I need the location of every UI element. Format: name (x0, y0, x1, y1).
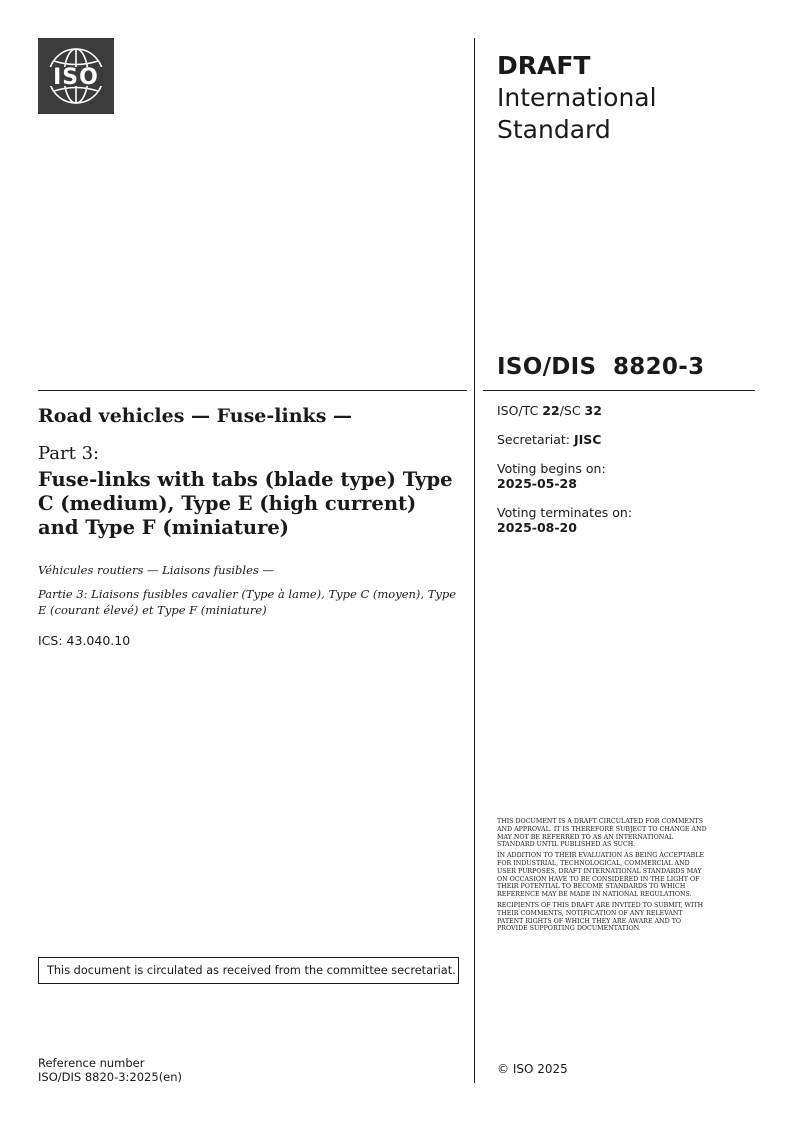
draft-disclaimer (497, 818, 707, 936)
voting-terminates-date: 2025-08-20 (497, 520, 577, 535)
vertical-divider (474, 38, 475, 1083)
left-horizontal-divider (38, 390, 467, 391)
voting-terminates (497, 505, 632, 535)
draft-label: DRAFT (497, 51, 591, 80)
main-title: Road vehicles — Fuse-links — (38, 405, 353, 427)
circulation-notice: This document is circulated as received from the committee secretariat. (38, 957, 459, 984)
copyright: © ISO 2025 (497, 1062, 568, 1076)
tc-prefix: ISO/TC (497, 403, 543, 418)
logo-text: ISO (53, 65, 99, 90)
document-number: ISO/DIS 8820-3 (497, 354, 705, 380)
secretariat-label: Secretariat: (497, 432, 574, 447)
sc-number: 32 (584, 403, 602, 418)
secretariat (497, 432, 601, 447)
document-type-heading (497, 50, 757, 146)
voting-terminates-label: Voting terminates on: (497, 505, 633, 520)
tc-number: 22 (542, 403, 560, 418)
french-title: Véhicules routiers — Liaisons fusibles — (38, 563, 274, 577)
secretariat-value: JISC (573, 432, 602, 447)
reference-number-value: ISO/DIS 8820-3:2025(en) (38, 1070, 183, 1084)
technical-committee (497, 403, 602, 418)
right-horizontal-divider (483, 390, 755, 391)
ics-code: ICS: 43.040.10 (38, 633, 131, 648)
sc-prefix: /SC (559, 403, 585, 418)
voting-begins-date: 2025-05-28 (497, 476, 577, 491)
disclaimer-paragraph: RECIPIENTS OF THIS DRAFT ARE INVITED TO SUBMIT, WITH THEIR COMMENTS, NOTIFICATION OF ANY RELEVANT PATENT RIGHTS OF WHICH THEY ARE AWARE AND TO PROVIDE SUPPORTING DOCUMENTATION. (497, 901, 704, 933)
part-title: Fuse-links with tabs (blade type) Type C (medium), Type E (high current) and Type F (miniature) (38, 468, 453, 539)
french-part-title: Partie 3: Liaisons fusibles cavalier (Type à lame), Type C (moyen), Type E (courant élevé) et Type F (miniature) (38, 587, 457, 617)
standard-label: Standard (497, 115, 611, 144)
globe-icon (38, 38, 114, 114)
iso-logo (38, 38, 114, 114)
disclaimer-paragraph: IN ADDITION TO THEIR EVALUATION AS BEING ACCEPTABLE FOR INDUSTRIAL, TECHNOLOGICAL, COMMERCIAL AND USER PURPOSES, DRAFT INTERNATIONAL STANDARDS MAY ON OCCASION HAVE TO BE CONSIDERED IN THE LIGHT OF THEIR POTENTIAL TO BECOME STANDARDS TO WHICH REFERENCE MAY BE MADE IN NATIONAL REGULATIONS. (497, 852, 705, 899)
voting-begins-label: Voting begins on: (497, 461, 606, 476)
reference-number-label: Reference number (38, 1056, 145, 1070)
part-label: Part 3: (38, 443, 100, 464)
international-label: International (497, 83, 657, 112)
disclaimer-paragraph: THIS DOCUMENT IS A DRAFT CIRCULATED FOR COMMENTS AND APPROVAL. IT IS THEREFORE SUBJECT TO CHANGE AND MAY NOT BE REFERRED TO AS AN INTERNATIONAL STANDARD UNTIL PUBLISHED AS SUCH. (497, 818, 707, 849)
voting-begins (497, 461, 606, 491)
